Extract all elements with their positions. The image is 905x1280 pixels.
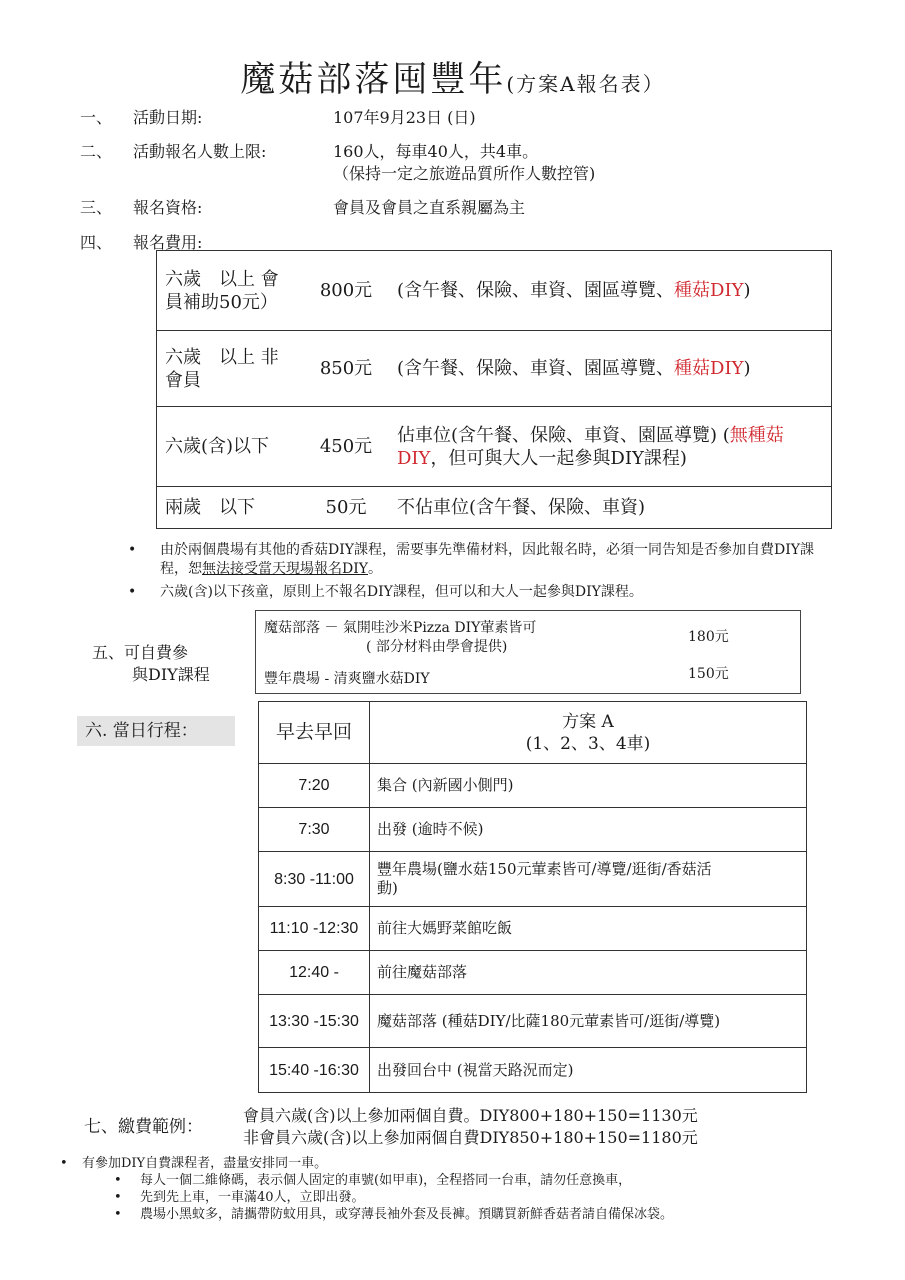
diy-course-name: 豐年農場 - 清爽鹽水菇DIY xyxy=(264,671,430,687)
diy-label-line2: 與DIY課程 xyxy=(132,665,210,684)
capacity-note: （保持一定之旅遊品質所作人數控管) xyxy=(333,164,596,183)
schedule-time: 13:30 -15:30 xyxy=(259,995,370,1048)
payment-label: 七、繳費範例： xyxy=(84,1117,203,1137)
table-row xyxy=(259,951,807,995)
fee-notes xyxy=(128,541,832,602)
list-item: • 先到先上車，一車滿40人，立即出發。 xyxy=(52,1189,673,1206)
table-row xyxy=(259,764,807,808)
schedule-head-right: 方案 A (1、2、3、4車) xyxy=(370,702,807,764)
schedule-desc: 魔菇部落 (種菇DIY/比薩180元葷素皆可/逛街/導覽) xyxy=(370,995,807,1048)
schedule-desc: 前往魔菇部落 xyxy=(370,951,807,995)
list-item: • 六歲(含)以下孩童，原則上不報名DIY課程，但可以和大人一起參與DIY課程。 xyxy=(128,583,832,602)
section-3-label: 報名資格: xyxy=(133,198,203,217)
event-date: 107年9月23日 (日) xyxy=(333,108,476,127)
list-item: • 每人一個二維條碼，表示個人固定的車號(如甲車)，全程搭同一台車，請勿任意換車， xyxy=(52,1172,673,1189)
fee-who: 六歲 以上 會員補助50元） xyxy=(157,251,304,331)
fee-price: 850元 xyxy=(303,331,389,407)
section-3-num: 三、 xyxy=(80,198,113,217)
fee-who: 六歲(含)以下 xyxy=(157,407,304,487)
fee-price: 800元 xyxy=(303,251,389,331)
fee-highlight: 種菇DIY xyxy=(674,280,744,301)
fee-highlight: 無種菇DIY xyxy=(397,424,784,469)
bottom-notes xyxy=(52,1155,673,1223)
fee-table xyxy=(156,250,832,529)
page-title xyxy=(0,52,905,102)
diy-courses-box xyxy=(255,610,801,694)
schedule-time: 7:20 xyxy=(259,764,370,808)
schedule-time: 15:40 -16:30 xyxy=(259,1048,370,1093)
table-row xyxy=(259,852,807,907)
fee-who: 兩歲 以下 xyxy=(157,487,304,529)
schedule-time: 7:30 xyxy=(259,808,370,852)
fee-price: 450元 xyxy=(303,407,389,487)
schedule-time: 12:40 - xyxy=(259,951,370,995)
schedule-header xyxy=(259,702,807,764)
schedule-time: 8:30 -11:00 xyxy=(259,852,370,907)
fee-row xyxy=(157,487,832,529)
fee-row xyxy=(157,331,832,407)
schedule-label: 六. 當日行程： xyxy=(77,716,235,746)
section-4-num: 四、 xyxy=(80,233,113,252)
section-1-label: 活動日期: xyxy=(133,108,203,127)
table-row xyxy=(259,1048,807,1093)
schedule-head-left: 早去早回 xyxy=(259,702,370,764)
capacity: 160人，每車40人，共4車。 xyxy=(333,142,539,161)
schedule-desc: 前往大媽野菜館吃飯 xyxy=(370,907,807,951)
section-4-label: 報名費用: xyxy=(133,233,203,252)
fee-row xyxy=(157,407,832,487)
list-item: • 由於兩個農場有其他的香菇DIY課程，需要事先準備材料，因此報名時，必須一同告知是否參加自費DIY課程，恕無法接受當天現場報名DIY。 xyxy=(128,541,832,579)
diy-course-price: 150元 xyxy=(688,666,729,682)
payment-example-member: 會員六歲(含)以上參加兩個自費。DIY800+180+150=1130元 xyxy=(243,1106,698,1125)
diy-course-price: 180元 xyxy=(688,629,729,645)
fee-desc: (含午餐、保險、車資、園區導覽、種菇DIY) xyxy=(389,251,832,331)
payment-example-nonmember: 非會員六歲(含)以上參加兩個自費DIY850+180+150=1180元 xyxy=(243,1128,698,1147)
fee-who: 六歲 以上 非會員 xyxy=(157,331,304,407)
underlined-note: 無法接受當天現場報名DIY xyxy=(202,561,368,577)
table-row xyxy=(259,907,807,951)
schedule-desc: 豐年農場(鹽水菇150元葷素皆可/導覽/逛街/香菇活動) xyxy=(370,852,807,907)
schedule-table xyxy=(258,701,807,1093)
table-row xyxy=(259,995,807,1048)
title-sub: (方案A報名表） xyxy=(506,72,665,96)
diy-label-line1: 五、可自費參 xyxy=(92,643,189,662)
section-1-num: 一、 xyxy=(80,108,113,127)
eligibility: 會員及會員之直系親屬為主 xyxy=(333,198,526,217)
schedule-desc: 出發回台中 (視當天路況而定) xyxy=(370,1048,807,1093)
section-2-label: 活動報名人數上限: xyxy=(133,142,267,161)
fee-highlight: 種菇DIY xyxy=(674,358,744,379)
fee-desc: 佔車位(含午餐、保險、車資、園區導覽) (無種菇DIY，但可與大人一起參與DIY課程) xyxy=(389,407,832,487)
diy-course-name: 魔菇部落 － 氣開哇沙米Pizza DIY葷素皆可 xyxy=(264,620,537,636)
fee-row xyxy=(157,251,832,331)
schedule-desc: 集合 (內新國小側門) xyxy=(370,764,807,808)
list-item: • 農場小黑蚊多，請攜帶防蚊用具，或穿薄長袖外套及長褲。預購買新鮮香菇者請自備保冰袋。 xyxy=(52,1206,673,1223)
list-item: • 有參加DIY自費課程者，盡量安排同一車。 xyxy=(52,1155,673,1172)
fee-desc: (含午餐、保險、車資、園區導覽、種菇DIY) xyxy=(389,331,832,407)
title-main: 魔菇部落囤豐年 xyxy=(240,60,507,100)
table-row xyxy=(259,808,807,852)
schedule-desc: 出發 (逾時不候) xyxy=(370,808,807,852)
fee-price: 50元 xyxy=(303,487,389,529)
diy-course-note: ( 部分材料由學會提供) xyxy=(366,639,508,655)
schedule-time: 11:10 -12:30 xyxy=(259,907,370,951)
section-2-num: 二、 xyxy=(80,142,113,161)
fee-desc: 不佔車位(含午餐、保險、車資) xyxy=(389,487,832,529)
